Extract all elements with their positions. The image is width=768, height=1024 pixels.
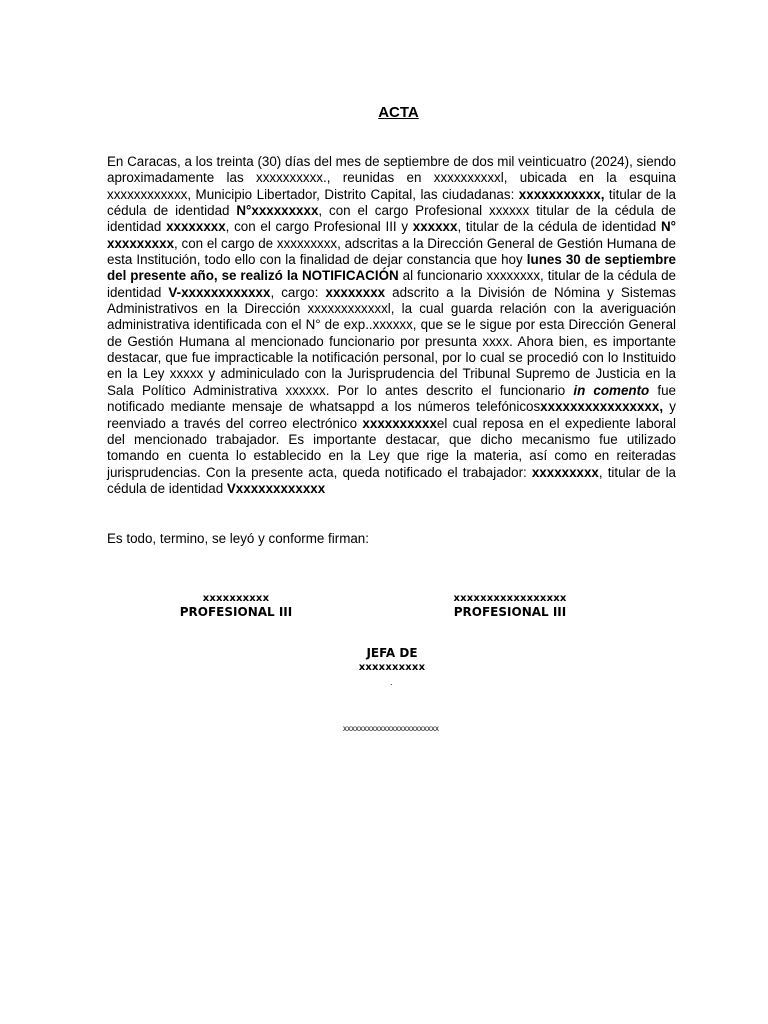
- bold-segment: xxxxxxxxx: [531, 464, 599, 480]
- bold-segment: xxxxxx: [412, 219, 458, 235]
- bold-segment: xxxxxxxxxx: [362, 415, 437, 431]
- text-segment: , titular de la cédula de identidad: [457, 219, 661, 235]
- text-segment: , con el cargo Profesional III y: [225, 219, 413, 235]
- text-segment: En Caracas, a los treinta (30) días del mes de septiembre de dos mil veinticuatro (2024), siendo aproximadamente las xxxxxxxxxx., reunidas en xxxxxxxxxxl, ubicada en la esquina xxxxxxxxxxxx, Municipio Libertador, Distrito Capital, las ciudadanas:: [107, 154, 676, 202]
- closing-statement: Es todo, termino, se leyó y conforme firman:: [107, 531, 369, 546]
- text-segment: fue notificado mediante mensaje de whatsappd a los números telefónicos: [107, 382, 676, 415]
- signatory-role: PROFESIONAL III: [179, 605, 293, 619]
- bold-segment: xxxxxxxxxxxxxxxx,: [540, 399, 664, 415]
- text-segment: y reenviado a través del correo electrónico: [107, 399, 676, 431]
- signatory-name: xxxxxxxxxx: [358, 662, 426, 673]
- signatory-role: JEFA DE: [366, 646, 418, 660]
- text-segment: , cargo:: [270, 284, 326, 300]
- italic-segment: in comento: [573, 382, 650, 398]
- bold-segment: N°xxxxxxxxx: [236, 203, 319, 219]
- separator-dot: .: [390, 677, 393, 687]
- bold-segment: Vxxxxxxxxxxxx: [226, 480, 326, 496]
- footer-placeholder: xxxxxxxxxxxxxxxxxxxxxxxx: [343, 724, 439, 733]
- bold-segment: xxxxxxxxxxx,: [518, 186, 605, 202]
- text-segment: , titular de la cédula de identidad: [107, 464, 676, 496]
- signature-block-right: [427, 593, 593, 619]
- text-segment: al funcionario xxxxxxxx, titular de la cédula de identidad: [107, 268, 676, 300]
- text-segment: el cual reposa en el expediente laboral del mencionado trabajador. Es importante destacar, que dicho mecanismo fue utilizado tomando en cuenta lo establecido en la Ley que rige la materia, así como en reiteradas jurisprudencias. Con la presente acta, queda notificado el trabajador:: [107, 415, 676, 480]
- signatory-name: xxxxxxxxxxxxxxxxx: [453, 593, 567, 604]
- text-segment: , con el cargo de xxxxxxxxx, adscritas a la Dirección General de Gestión Humana de esta Institución, todo ello con la finalidad de dejar constancia que hoy: [107, 235, 676, 268]
- signatory-role: PROFESIONAL III: [453, 605, 567, 619]
- body-paragraph: [107, 154, 676, 497]
- bold-segment: xxxxxxxx: [325, 284, 386, 300]
- document-title: ACTA: [378, 104, 419, 121]
- signatory-name: xxxxxxxxxx: [202, 593, 270, 604]
- text-segment: titular de la cédula de identidad: [107, 186, 676, 219]
- text-segment: , con el cargo Profesional xxxxxx titular de la cédula de identidad: [107, 203, 676, 235]
- text-segment: adscrito a la División de Nómina y Sistemas Administrativos en la Dirección xxxxxxxxxxxxl, la cual guarda relación con la averiguación administrativa identificada con el N° de exp..xxxxxx, que se le sigue por esta Dirección General de Gestión Humana al mencionado funcionario por presunta xxxx. Ahora bien, es importante destacar, que fue impracticable la notificación personal, por lo cual se procedió con lo Instituido en la Ley xxxxx y adminiculado con la Jurisprudencia del Tribunal Supremo de Justicia en la Sala Político Administrativa xxxxxx. Por lo antes descrito el funcionario: [107, 284, 676, 398]
- signature-block-center: [322, 646, 462, 673]
- bold-segment: lunes 30 de septiembre del presente año, se realizó la NOTIFICACIÓN: [107, 252, 676, 284]
- signature-block-left: [156, 593, 316, 619]
- bold-segment: N° xxxxxxxxx: [107, 219, 677, 251]
- bold-segment: xxxxxxxx: [166, 219, 226, 235]
- bold-segment: V-xxxxxxxxxxxx: [168, 284, 271, 300]
